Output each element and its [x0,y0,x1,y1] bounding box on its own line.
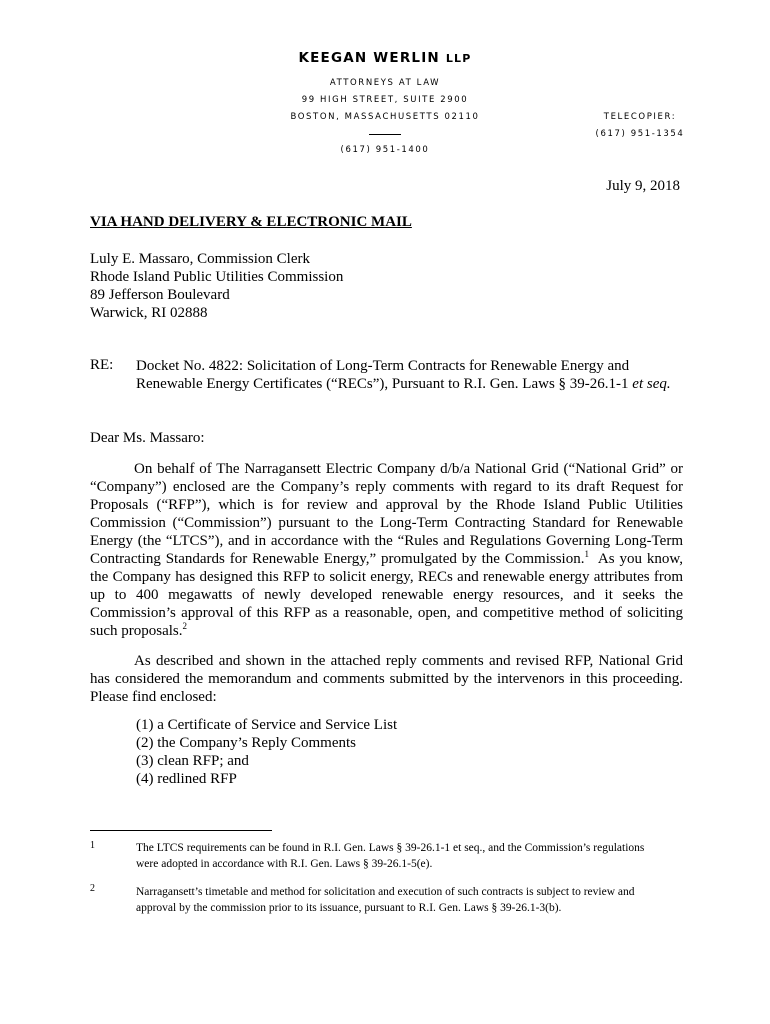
footnote-divider [90,830,272,831]
body-paragraph-2 [90,652,683,706]
firm-phone: (617) 951-1400 [340,145,430,155]
recipient-name: Luly E. Massaro, Commission Clerk [90,251,310,267]
re-line-2-italic: et seq. [632,376,671,392]
enclosure-list [136,716,397,788]
telecopier-label: TELECOPIER: [603,112,677,122]
firm-subtitle: ATTORNEYS AT LAW [329,78,441,88]
body-paragraph-1 [90,460,683,640]
p1-text-cont: As you know, the Company has designed this RFP to solicit energy, RECs and renewable energy attributes from up to 400 megawatts of newly developed renewable energy resources, and it seeks the Commission’s approval of this RFP as a reasonable, open, and competitive method of soliciting such proposals. [90,551,683,639]
recipient-street: 89 Jefferson Boulevard [90,287,230,303]
footnote-number-2: 2 [90,883,95,894]
p2-text: As described and shown in the attached reply comments and revised RFP, National Grid has considered the memorandum and comments submitted by the intervenors in this proceeding. Please find enclosed: [90,653,683,705]
firm-name [0,50,770,66]
recipient-org: Rhode Island Public Utilities Commission [90,269,344,285]
salutation: Dear Ms. Massaro: [90,430,205,446]
recipient-address [90,250,343,322]
firm-name-text: KEEGAN WERLIN [298,50,440,66]
list-item: (4) redlined RFP [136,771,237,787]
footnote-text-2: Narragansett’s timetable and method for solicitation and execution of such contracts is subject to review and approval by the commission prior to its issuance, pursuant to R.I. Gen. Laws § 39-26.1-3(b). [136,886,635,914]
list-item: (3) clean RFP; and [136,753,249,769]
re-subject [136,357,696,393]
re-line-2 [136,375,696,393]
re-line-1: Docket No. 4822: Solicitation of Long-Term Contracts for Renewable Energy and [136,358,630,374]
firm-street: 99 HIGH STREET, SUITE 2900 [301,95,469,105]
list-item: (1) a Certificate of Service and Service List [136,717,398,733]
footnote-ref-2: 2 [182,621,187,631]
firm-suffix: LLP [445,52,472,65]
delivery-method: VIA HAND DELIVERY & ELECTRONIC MAIL [90,214,412,230]
firm-city: BOSTON, MASSACHUSETTS 02110 [290,112,480,122]
telecopier-number: (617) 951-1354 [595,129,685,139]
footnote-text-1: The LTCS requirements can be found in R.I. Gen. Laws § 39-26.1-1 et seq., and the Commission’s regulations were adopted in accordance with R.I. Gen. Laws § 39-26.1-5(e). [136,842,645,870]
footnote-ref-1: 1 [584,549,589,559]
p1-text: On behalf of The Narragansett Electric Company d/b/a National Grid (“National Grid” or “Company”) enclosed are the Company’s reply comments with regard to its draft Request for Proposals (“RFP”), which is for review and approval by the Rhode Island Public Utilities Commission (“Commission”) pursuant to the Long-Term Contracting Standard for Renewable Energy (the “LTCS”), and in accordance with the “Rules and Regulations Governing Long-Term Contracting Standards for Renewable Energy,” promulgated by the Commission. [90,461,683,567]
recipient-city: Warwick, RI 02888 [90,305,208,321]
footnote-number-1: 1 [90,840,95,851]
letter-date: July 9, 2018 [606,178,680,194]
re-label: RE: [90,357,114,373]
list-item: (2) the Company’s Reply Comments [136,735,356,751]
re-line-2-text: Renewable Energy Certificates (“RECs”), Pursuant to R.I. Gen. Laws § 39-26.1-1 [136,376,629,392]
